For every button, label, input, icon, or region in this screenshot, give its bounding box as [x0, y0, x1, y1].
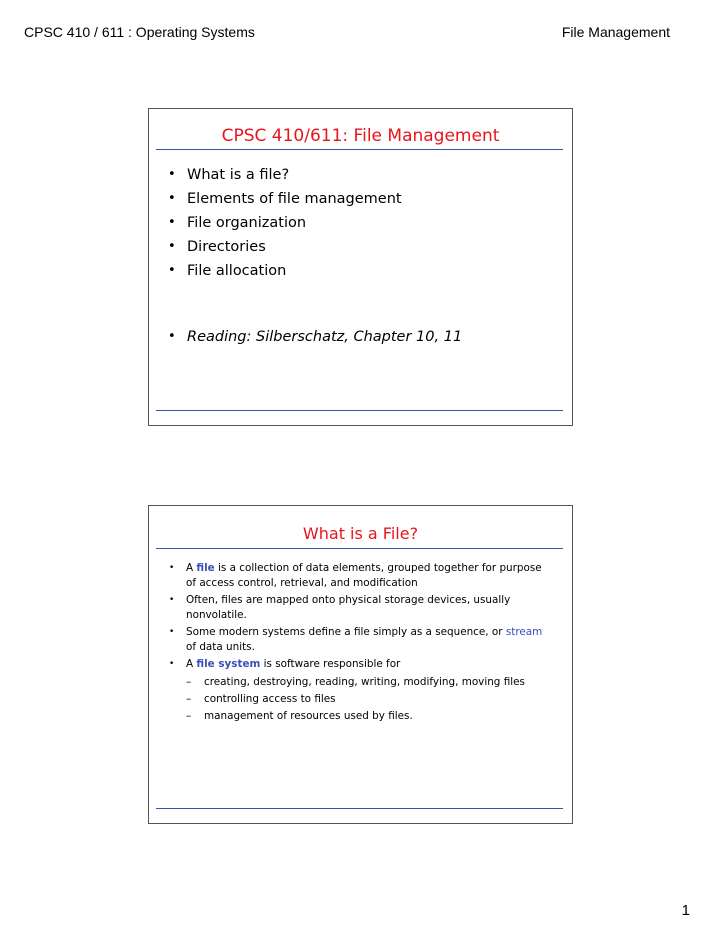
slide-2-top-rule [156, 548, 563, 549]
bullet-item: • File organization [167, 211, 402, 235]
bullet-item: • Often, files are mapped onto physical storage devices, usually nonvolatile. [169, 593, 549, 623]
bullet-item [169, 657, 549, 672]
bullet-item [169, 625, 549, 655]
bullet-text: A [186, 658, 197, 670]
bullet-item: • Elements of file management [167, 187, 402, 211]
bullet-item: • Directories [167, 235, 402, 259]
bullet-text: of data units. [186, 641, 255, 653]
slide-1 [148, 108, 573, 426]
keyword-file: file [196, 562, 215, 574]
bullet-item: • File allocation [167, 259, 402, 283]
bullet-text: is a collection of data elements, grouped together for purpose of access control, retrieval, and modification [186, 562, 542, 589]
slide-2-bottom-rule [156, 808, 563, 809]
reading-reference: • Reading: Silberschatz, Chapter 10, 11 [167, 325, 462, 349]
slide-1-bullet-list [167, 163, 402, 283]
page-number: 1 [681, 902, 690, 919]
slide-2 [148, 505, 573, 824]
keyword-file-system: file system [196, 658, 261, 670]
page-header-course: CPSC 410 / 611 : Operating Systems [24, 24, 255, 40]
sub-bullet-item: – controlling access to files [169, 691, 549, 708]
sub-bullet-item: – management of resources used by files. [169, 708, 549, 725]
keyword-stream: stream [505, 626, 543, 638]
slide-2-bullet-list [169, 561, 549, 725]
slide-1-top-rule [156, 149, 563, 150]
bullet-text: is software responsible for [260, 658, 401, 670]
bullet-text: A [186, 562, 197, 574]
slide-1-title: CPSC 410/611: File Management [221, 126, 500, 146]
bullet-text: Some modern systems define a file simply as a sequence, or [186, 626, 506, 638]
bullet-item [169, 561, 549, 591]
sub-bullet-item: – creating, destroying, reading, writing, modifying, moving files [169, 674, 549, 691]
page-header-topic: File Management [561, 24, 670, 40]
slide-1-bottom-rule [156, 410, 563, 411]
slide-2-title: What is a File? [302, 524, 419, 543]
bullet-item: • What is a file? [167, 163, 402, 187]
